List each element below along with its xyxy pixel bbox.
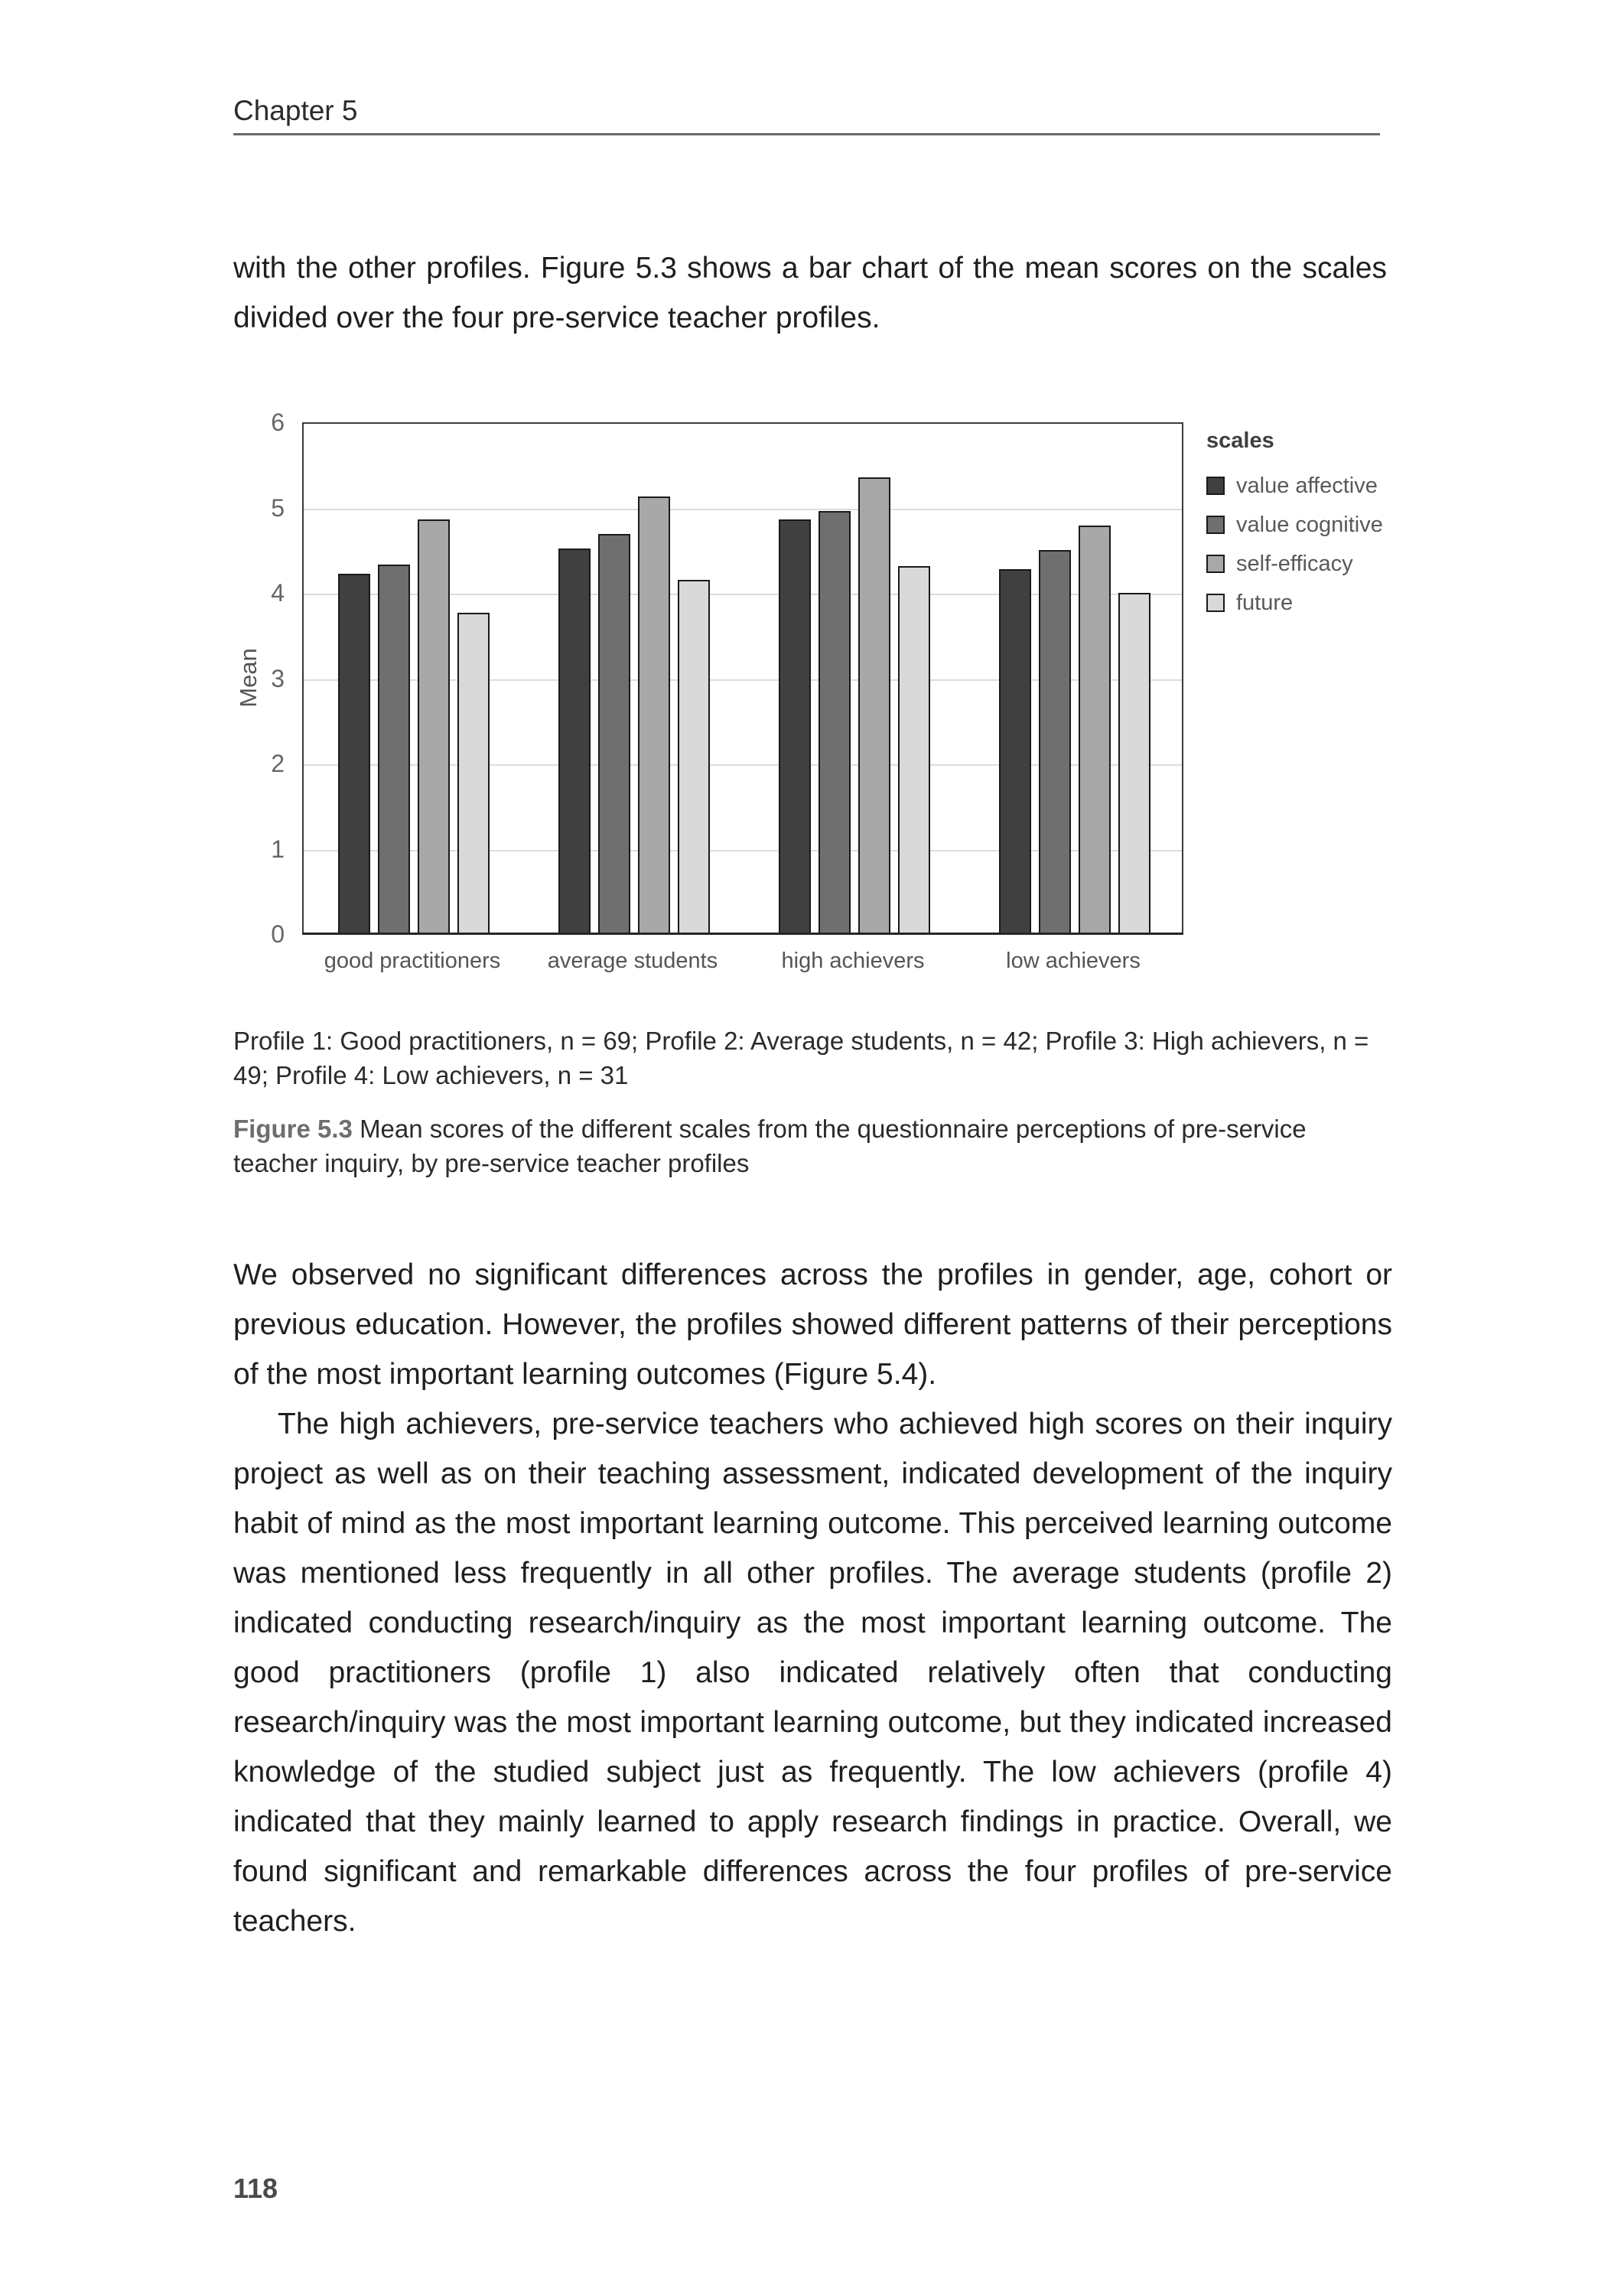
legend-label: self-efficacy: [1236, 551, 1353, 576]
y-tick-label: 0: [271, 920, 285, 948]
x-category-label: good practitioners: [324, 949, 501, 973]
running-header-chapter: Chapter 5: [233, 95, 358, 126]
bar-self-efficacy: [858, 477, 890, 934]
gridline: [304, 509, 1182, 510]
body-paragraph-1: We observed no significant differences across the profiles in gender, age, cohort or previous education. However, the profiles showed different patterns of their perceptions of the most important learning outcomes (Figure 5.4).: [233, 1258, 1392, 1391]
figure-caption: [233, 1112, 1392, 1180]
legend-item: [1206, 550, 1353, 578]
legend-swatch: [1206, 477, 1225, 495]
body-paragraph-2: The high achievers, pre-service teachers who achieved high scores on their inquiry project as well as on their teaching assessment, indicated development of the inquiry habit of mind as the most important learning outcome. This perceived learning outcome was mentioned less frequently in all other profiles. The average students (profile 2) indicated conducting research/inquiry as the most important learning outcome. The good practitioners (profile 1) also indicated relatively often that conducting research/inquiry was the most important learning outcome, but they indicated increased knowledge of the studied subject just as frequently. The low achievers (profile 4) indicated that they mainly learned to apply research findings in practice. Overall, we found significant and remarkable differences across the four profiles of pre-service teachers.: [233, 1408, 1392, 1938]
plot-area: [302, 422, 1183, 934]
y-tick-label: 6: [271, 409, 285, 436]
x-category-label: low achievers: [1006, 949, 1141, 973]
bar-value-affective: [338, 574, 370, 934]
bar-future: [678, 580, 710, 934]
profile-note: Profile 1: Good practitioners, n = 69; Profile 2: Average students, n = 42; Profile 3: High achievers, n = 49; Profile 4: Low achievers, n = 31: [233, 1027, 1369, 1089]
bar-self-efficacy: [638, 496, 670, 934]
bar-value-cognitive: [598, 534, 630, 934]
y-tick-label: 5: [271, 493, 285, 522]
x-axis-line: [302, 933, 1183, 935]
y-tick-label: 2: [271, 750, 285, 777]
legend-swatch: [1206, 555, 1225, 573]
page-number: 118: [233, 2173, 278, 2204]
bar-future: [898, 566, 930, 934]
bar-value-affective: [999, 569, 1031, 934]
bar-value-cognitive: [819, 511, 851, 934]
header-rule: [233, 133, 1380, 135]
legend-swatch: [1206, 516, 1225, 534]
intro-paragraph: with the other profiles. Figure 5.3 shows a bar chart of the mean scores on the scales divided over the four pre-service teacher profiles.: [233, 252, 1387, 334]
y-tick-label: 3: [271, 664, 285, 692]
body-text: [233, 1250, 1392, 1946]
legend-item: [1206, 472, 1378, 500]
legend-item: [1206, 511, 1383, 539]
figure-caption-text: Mean scores of the different scales from the questionnaire perceptions of pre-service teacher inquiry, by pre-service teacher profiles: [233, 1115, 1307, 1177]
y-axis-title: Mean: [235, 648, 262, 708]
y-tick-label: 4: [271, 579, 285, 607]
bar-self-efficacy: [1079, 526, 1111, 934]
legend-item: [1206, 589, 1293, 617]
bar-value-affective: [558, 549, 591, 934]
x-category-label: high achievers: [781, 949, 925, 973]
legend-swatch: [1206, 594, 1225, 612]
legend-label: value affective: [1236, 473, 1378, 498]
bar-future: [1118, 593, 1150, 934]
figure-caption-label: Figure 5.3: [233, 1115, 360, 1143]
legend-label: future: [1236, 590, 1294, 615]
legend-label: value cognitive: [1236, 512, 1383, 537]
bar-value-cognitive: [1039, 550, 1071, 934]
bar-self-efficacy: [418, 519, 450, 934]
x-category-label: average students: [547, 949, 718, 973]
bar-value-affective: [779, 519, 811, 934]
legend-title: scales: [1206, 428, 1274, 453]
bar-value-cognitive: [378, 565, 410, 934]
bar-future: [457, 613, 490, 934]
y-tick-label: 1: [271, 835, 285, 863]
